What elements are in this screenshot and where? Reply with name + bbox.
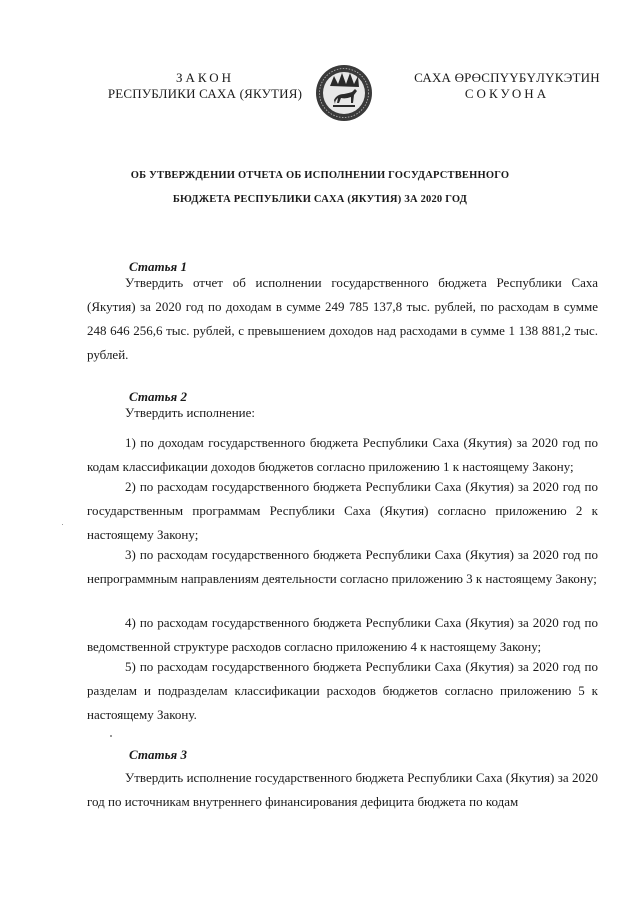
document-title-line2: БЮДЖЕТА РЕСПУБЛИКИ САХА (ЯКУТИЯ) ЗА 2020 ГОД xyxy=(172,194,468,205)
scan-speck xyxy=(62,524,63,525)
article-1-heading: Статья 1 xyxy=(129,259,187,274)
article-2-item-2: 2) по расходам государственного бюджета Республики Саха (Якутия) за 2020 год по государственным программам Республики Саха (Якутия) согласно приложению 2 к настоящему Закону; xyxy=(87,479,598,542)
header-right-line2: СОКУОНА xyxy=(464,86,550,101)
coat-of-arms-icon xyxy=(314,63,374,123)
article-2-heading: Статья 2 xyxy=(129,389,187,404)
article-2-intro: Утвердить исполнение: xyxy=(125,405,255,420)
article-3-heading: Статья 3 xyxy=(129,747,187,762)
header-left xyxy=(100,70,310,102)
header-left-line1: ЗАКОН xyxy=(175,70,235,85)
document-title-line1: ОБ УТВЕРЖДЕНИИ ОТЧЕТА ОБ ИСПОЛНЕНИИ ГОСУДАРСТВЕННОГО xyxy=(130,170,510,181)
article-3-paragraph: Утвердить исполнение государственного бюджета Республики Саха (Якутия) за 2020 год по источникам внутреннего финансирования дефицита бюджета по кодам xyxy=(87,770,598,809)
article-1-paragraph: Утвердить отчет об исполнении государственного бюджета Республики Саха (Якутия) за 2020 год по доходам в сумме 249 785 137,8 тыс. рублей, по расходам в сумме 248 646 256,6 тыс. рублей, с превышением доходов над расходами в сумме 1 138 881,2 тыс. рублей. xyxy=(87,275,598,362)
article-2-item-5: 5) по расходам государственного бюджета Республики Саха (Якутия) за 2020 год по разделам и подразделам классификации расходов бюджетов согласно приложению 5 к настоящему Закону. xyxy=(87,659,598,722)
article-2-item-1: 1) по доходам государственного бюджета Республики Саха (Якутия) за 2020 год по кодам классификации доходов бюджетов согласно приложению 1 к настоящему Закону; xyxy=(87,435,598,474)
header-right-line1: САХА ӨРӨСПҮҮБҮЛҮКЭТИН xyxy=(414,70,600,85)
scan-speck xyxy=(110,735,112,737)
article-2-item-3: 3) по расходам государственного бюджета Республики Саха (Якутия) за 2020 год по непрограммным направлениям деятельности согласно приложению 3 к настоящему Закону; xyxy=(87,547,598,586)
header-right xyxy=(398,70,616,102)
header-left-line2: РЕСПУБЛИКИ САХА (ЯКУТИЯ) xyxy=(107,86,303,101)
article-2-item-4: 4) по расходам государственного бюджета Республики Саха (Якутия) за 2020 год по ведомственной структуре расходов согласно приложению 4 к настоящему Закону; xyxy=(87,615,598,654)
